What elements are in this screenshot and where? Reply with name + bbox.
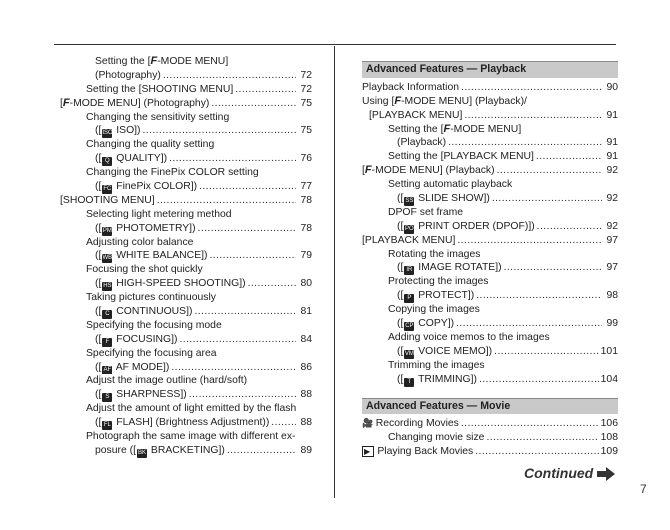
entry-text: [PLAYBACK MENU] <box>362 234 456 246</box>
toc-entry <box>362 417 618 431</box>
page-ref: 79 <box>300 250 312 262</box>
toc-entry <box>60 347 312 361</box>
dot-leader <box>209 249 296 263</box>
entry-text: Recording Movies <box>375 418 459 430</box>
toc-entry <box>60 55 312 69</box>
page-ref: 72 <box>300 83 312 95</box>
toc-entry <box>60 97 312 111</box>
toc-entry <box>362 359 618 373</box>
section-heading: Advanced Features — Movie <box>362 398 618 415</box>
entry-text: Adding voice memos to the images <box>388 331 550 343</box>
menu-item-icon: Q <box>102 157 112 166</box>
entry-text: Changing the sensitivity setting <box>86 111 230 123</box>
toc-entry <box>362 136 618 150</box>
page-ref: 104 <box>600 373 618 385</box>
entry-prefix: ([ <box>95 125 102 137</box>
toc-entry <box>60 361 312 375</box>
entry-text: QUALITY]) <box>116 153 168 165</box>
f-mode-icon: F <box>364 164 372 177</box>
dot-leader <box>457 234 602 248</box>
toc-entry <box>362 345 618 359</box>
entry-prefix: ([ <box>95 361 102 373</box>
toc-entry <box>60 402 312 416</box>
toc-entry <box>60 277 312 291</box>
f-mode-icon: F <box>62 96 70 109</box>
page-ref: 106 <box>600 418 618 430</box>
entry-text: DPOF set frame <box>388 206 464 218</box>
entry-prefix: posure ([ <box>95 444 137 456</box>
toc-entry <box>60 263 312 277</box>
menu-item-icon: PO <box>405 225 414 232</box>
entry-prefix: ([ <box>397 220 404 232</box>
toc-entry <box>60 69 312 83</box>
dot-leader <box>169 152 296 166</box>
menu-item-icon: BK <box>138 449 147 456</box>
entry-text: SLIDE SHOW]) <box>418 193 490 205</box>
entry-text: Setting the [SHOOTING MENU] <box>86 83 234 95</box>
page-ref: 86 <box>300 361 312 373</box>
page-ref: 80 <box>300 278 312 290</box>
entry-text: AF MODE]) <box>115 361 170 373</box>
menu-item-icon: WB <box>102 255 113 262</box>
dot-leader <box>211 97 296 111</box>
page-ref: 101 <box>600 345 618 357</box>
toc-entry <box>60 180 312 194</box>
toc-entry <box>60 194 312 208</box>
f-mode-icon: F <box>150 55 158 67</box>
toc-entry <box>60 319 312 333</box>
entry-prefix: ([ <box>397 373 404 385</box>
entry-text: IMAGE ROTATE]) <box>418 262 502 274</box>
entry-prefix: ([ <box>95 153 102 165</box>
toc-entry <box>362 95 618 109</box>
menu-item-icon: PM <box>102 227 112 234</box>
entry-text: BRACKETING]) <box>150 444 225 456</box>
toc-entry <box>362 234 618 248</box>
entry-prefix: ([ <box>95 222 102 234</box>
menu-item-icon: IR <box>406 267 413 274</box>
page-ref: 88 <box>300 389 312 401</box>
entry-text: Adjust the image outline (hard/soft) <box>86 375 248 387</box>
toc-entry <box>362 275 618 289</box>
toc-entry <box>60 444 312 458</box>
entry-text: Photograph the same image with different ex- <box>86 431 296 443</box>
toc-entry <box>362 192 618 206</box>
page-ref: 91 <box>606 151 618 163</box>
page-ref: 72 <box>300 69 312 81</box>
menu-item-icon: F <box>102 338 112 347</box>
dot-leader <box>235 83 296 97</box>
toc-entry <box>60 83 312 97</box>
menu-item-icon: SS <box>405 198 414 205</box>
entry-prefix: ([ <box>397 262 404 274</box>
dot-leader <box>494 345 599 359</box>
entry-text: SHARPNESS]) <box>116 389 187 401</box>
toc-entry <box>60 291 312 305</box>
entry-text: Copying the images <box>388 304 480 316</box>
entry-text: HIGH-SPEED SHOOTING]) <box>116 278 246 290</box>
page-ref: 76 <box>300 153 312 165</box>
dot-leader <box>163 69 296 83</box>
toc-entry <box>362 150 618 164</box>
dot-leader <box>464 109 602 123</box>
entry-text: Playing Back Movies <box>377 446 474 458</box>
top-rule <box>54 44 616 45</box>
toc-entry <box>362 373 618 387</box>
entry-prefix: ([ <box>397 345 404 357</box>
entry-text: PRINT ORDER (DPOF)]) <box>418 220 535 232</box>
dot-leader <box>486 431 598 445</box>
entry-text: TRIMMING]) <box>418 373 477 385</box>
toc-entry <box>60 152 312 166</box>
menu-item-icon: C <box>102 310 112 319</box>
page-ref: 75 <box>300 97 312 109</box>
entry-text: Taking pictures continuously <box>86 292 216 304</box>
dot-leader <box>179 333 296 347</box>
dot-leader <box>448 136 602 150</box>
entry-text: Adjust the amount of light emitted by the flash <box>86 403 297 415</box>
page-ref: 109 <box>600 446 618 458</box>
page-ref: 88 <box>300 417 312 429</box>
menu-item-icon: VM <box>404 350 414 357</box>
entry-text: (Playback) <box>397 137 447 149</box>
dot-leader <box>456 317 602 331</box>
entry-text: Changing the FinePix COLOR setting <box>86 167 259 179</box>
menu-item-icon: CP <box>405 323 414 330</box>
toc-entry <box>362 220 618 234</box>
dot-leader <box>497 164 602 178</box>
toc-entry <box>362 123 618 137</box>
entry-text: Specifying the focusing area <box>86 347 217 359</box>
section-heading: Advanced Features — Playback <box>362 61 618 78</box>
toc-entry <box>60 305 312 319</box>
page-ref: 91 <box>606 137 618 149</box>
entry-text: Changing the quality setting <box>86 139 215 151</box>
entry-text: WHITE BALANCE]) <box>116 250 208 262</box>
entry-text: VOICE MEMO]) <box>418 345 493 357</box>
menu-item-icon: S <box>102 393 112 402</box>
entry-prefix: ([ <box>397 290 404 302</box>
entry-prefix: ([ <box>95 333 102 345</box>
entry-prefix: ([ <box>95 250 102 262</box>
dot-leader <box>271 416 296 430</box>
entry-text: Protecting the images <box>388 276 489 288</box>
dot-leader <box>199 180 296 194</box>
entry-text: FLASH] (Brightness Adjustment)) <box>116 417 270 429</box>
column-divider <box>334 46 335 498</box>
dot-leader <box>504 261 602 275</box>
dot-leader <box>537 220 602 234</box>
toc-entry <box>60 374 312 388</box>
dot-leader <box>476 289 602 303</box>
entry-prefix: ([ <box>95 417 102 429</box>
arrow-right-icon <box>597 467 615 481</box>
dot-leader <box>479 373 599 387</box>
entry-text: Setting the [F-MODE MENU] <box>388 122 522 135</box>
page-ref: 99 <box>606 318 618 330</box>
entry-text: Selecting light metering method <box>86 208 232 220</box>
page-ref: 84 <box>300 333 312 345</box>
toc-entry <box>362 289 618 303</box>
dot-leader <box>171 361 296 375</box>
entry-prefix: ([ <box>397 318 404 330</box>
entry-text: Setting the [F-MODE MENU] <box>95 55 229 67</box>
page-ref: 91 <box>606 109 618 121</box>
page-ref: 92 <box>606 220 618 232</box>
toc-entry <box>60 124 312 138</box>
menu-item-icon: FL <box>103 422 111 429</box>
dot-leader <box>157 194 296 208</box>
toc-entry <box>60 138 312 152</box>
dot-leader <box>194 305 296 319</box>
entry-prefix: ([ <box>95 181 102 193</box>
entry-text: FOCUSING]) <box>116 333 178 345</box>
toc-entry <box>60 430 312 444</box>
entry-text: Playback Information <box>362 81 460 93</box>
entry-prefix: ([ <box>95 389 102 401</box>
toc-entry <box>60 388 312 402</box>
f-mode-icon: F <box>394 94 402 107</box>
entry-text: Focusing the shot quickly <box>86 264 203 276</box>
page-ref: 92 <box>606 193 618 205</box>
toc-entry <box>60 208 312 222</box>
entry-text: Using [F-MODE MENU] (Playback)/ <box>362 94 527 107</box>
page-ref: 97 <box>606 234 618 246</box>
dot-leader <box>189 388 296 402</box>
page-ref: 89 <box>300 444 312 456</box>
toc-entry <box>60 333 312 347</box>
toc-entry <box>60 222 312 236</box>
entry-text: Trimming the images <box>388 359 485 371</box>
section-gap <box>362 387 618 398</box>
menu-item-icon: P <box>404 294 414 303</box>
entry-text: [F-MODE MENU] (Photography) <box>60 96 210 109</box>
entry-text: FinePix COLOR]) <box>116 181 198 193</box>
entry-prefix: ([ <box>95 278 102 290</box>
dot-leader <box>248 277 296 291</box>
dot-leader <box>461 81 602 95</box>
entry-text: (Photography) <box>95 69 161 81</box>
toc-entry <box>362 109 618 123</box>
entry-text: CONTINUOUS]) <box>116 306 193 318</box>
entry-text: [SHOOTING MENU] <box>60 194 155 206</box>
entry-text: [F-MODE MENU] (Playback) <box>362 164 495 177</box>
toc-right-column <box>362 61 618 459</box>
entry-text: [PLAYBACK MENU] <box>369 109 463 121</box>
page-ref: 108 <box>600 432 618 444</box>
menu-item-icon: T <box>404 378 414 387</box>
dot-leader <box>536 150 602 164</box>
page-ref: 90 <box>606 81 618 93</box>
entry-text: PHOTOMETRY]) <box>116 222 196 234</box>
toc-entry <box>362 431 618 445</box>
dot-leader <box>198 222 296 236</box>
toc-entry <box>362 331 618 345</box>
menu-item-icon: FC <box>103 186 112 193</box>
page-ref: 78 <box>300 194 312 206</box>
page-number: 7 <box>640 482 647 496</box>
toc-entry <box>362 81 618 95</box>
page-ref: 77 <box>300 181 312 193</box>
entry-text: Changing movie size <box>388 432 485 444</box>
playback-icon: ▶ <box>364 447 373 457</box>
toc-entry <box>362 317 618 331</box>
toc-entry <box>362 164 618 178</box>
toc-entry <box>60 249 312 263</box>
entry-text: Adjusting color balance <box>86 236 194 248</box>
dot-leader <box>492 192 602 206</box>
dot-leader <box>143 124 297 138</box>
entry-text: ISO]) <box>116 125 141 137</box>
page-ref: 97 <box>606 262 618 274</box>
toc-entry <box>362 248 618 262</box>
dot-leader <box>475 445 598 459</box>
entry-text: Specifying the focusing mode <box>86 319 222 331</box>
entry-text: Rotating the images <box>388 248 481 260</box>
toc-entry <box>60 166 312 180</box>
toc-entry <box>60 416 312 430</box>
page-ref: 98 <box>606 290 618 302</box>
page-ref: 92 <box>606 165 618 177</box>
page-ref: 75 <box>300 125 312 137</box>
entry-prefix: ([ <box>95 306 102 318</box>
entry-text: Setting the [PLAYBACK MENU] <box>388 151 534 163</box>
menu-item-icon: AF <box>103 366 112 373</box>
toc-entry <box>362 206 618 220</box>
toc-entry <box>362 303 618 317</box>
movie-camera-icon: 🎥 <box>362 418 376 429</box>
menu-item-icon: ISO <box>102 130 113 137</box>
toc-entry <box>362 178 618 192</box>
page-ref: 78 <box>300 222 312 234</box>
entry-text: Setting automatic playback <box>388 179 513 191</box>
toc-entry <box>362 445 618 459</box>
page-ref: 81 <box>300 306 312 318</box>
dot-leader <box>227 444 296 458</box>
entry-prefix: ([ <box>397 193 404 205</box>
menu-item-icon: HS <box>103 283 112 290</box>
toc-left-column <box>60 55 312 458</box>
f-mode-icon: F <box>443 122 451 135</box>
toc-entry <box>362 261 618 275</box>
toc-entry <box>60 236 312 250</box>
continued-label: Continued <box>524 465 594 481</box>
toc-entry <box>60 111 312 125</box>
entry-text: COPY]) <box>418 318 455 330</box>
dot-leader <box>461 417 599 431</box>
entry-text: PROTECT]) <box>418 290 475 302</box>
